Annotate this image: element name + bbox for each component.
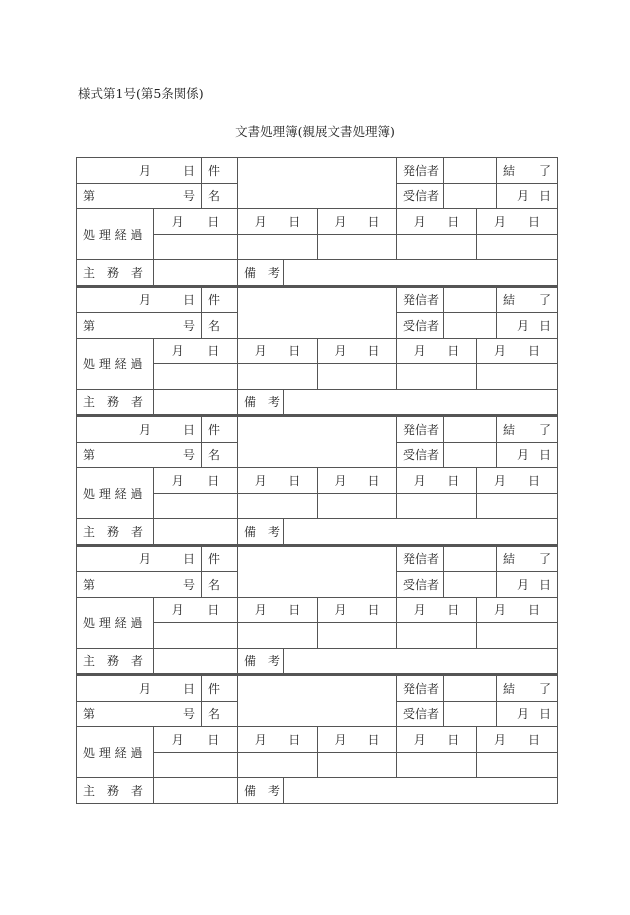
- process-date-1[interactable]: [154, 338, 238, 364]
- receiver-field[interactable]: [444, 701, 497, 727]
- month-label: 月: [334, 344, 347, 359]
- person-in-charge-field[interactable]: [154, 389, 238, 415]
- record-table: [76, 157, 557, 804]
- remarks-field[interactable]: [284, 519, 558, 545]
- closed-date-cell[interactable]: [497, 701, 558, 727]
- receiver-label: 受信者: [397, 442, 444, 468]
- day-label: 日: [539, 707, 552, 722]
- day-label: 日: [528, 214, 541, 229]
- day-label: 日: [367, 732, 380, 747]
- month-label: 月: [413, 473, 426, 488]
- form-number: 様式第1号(第5条関係): [78, 86, 204, 101]
- process-date-1[interactable]: [154, 468, 238, 494]
- month-label: 月: [494, 732, 507, 747]
- number-suffix: 号: [182, 318, 195, 333]
- closed-label-1: 結: [503, 293, 516, 308]
- sender-field[interactable]: [444, 158, 497, 184]
- process-note-4[interactable]: [397, 364, 477, 390]
- month-label: 月: [138, 681, 151, 696]
- process-date-4[interactable]: [397, 727, 477, 753]
- process-date-3[interactable]: [318, 597, 397, 623]
- day-label: 日: [207, 603, 220, 618]
- month-label: 月: [254, 732, 267, 747]
- process-date-3[interactable]: [318, 468, 397, 494]
- process-date-5[interactable]: [477, 727, 558, 753]
- month-label: 月: [494, 603, 507, 618]
- month-label: 月: [334, 473, 347, 488]
- process-note-4[interactable]: [397, 493, 477, 519]
- day-label: 日: [447, 214, 460, 229]
- process-note-1[interactable]: [154, 493, 238, 519]
- received-date-cell[interactable]: [77, 416, 202, 442]
- process-note-5[interactable]: [477, 623, 558, 649]
- record-block: [76, 545, 558, 675]
- record-block: [76, 157, 558, 286]
- month-label: 月: [138, 552, 151, 567]
- process-date-1[interactable]: [154, 597, 238, 623]
- process-date-3[interactable]: [318, 338, 397, 364]
- day-label: 日: [367, 214, 380, 229]
- month-label: 月: [171, 732, 184, 747]
- month-label: 月: [413, 732, 426, 747]
- day-label: 日: [539, 448, 552, 463]
- document-number-cell[interactable]: [77, 572, 202, 598]
- person-in-charge-label: 主 務 者: [77, 648, 154, 674]
- subject-label-1: 件: [202, 416, 238, 442]
- closed-label-2: 了: [539, 163, 552, 178]
- record-block: [76, 415, 558, 545]
- receiver-label: 受信者: [397, 572, 444, 598]
- process-note-2[interactable]: [238, 234, 318, 260]
- process-note-1[interactable]: [154, 234, 238, 260]
- sender-field[interactable]: [444, 675, 497, 701]
- process-date-1[interactable]: [154, 727, 238, 753]
- month-label: 月: [138, 293, 151, 308]
- receiver-label: 受信者: [397, 701, 444, 727]
- process-note-3[interactable]: [318, 364, 397, 390]
- day-label: 日: [539, 318, 552, 333]
- number-prefix: 第: [83, 707, 96, 722]
- process-note-3[interactable]: [318, 752, 397, 778]
- day-label: 日: [288, 473, 301, 488]
- sender-label: 発信者: [397, 546, 444, 572]
- day-label: 日: [528, 344, 541, 359]
- process-date-4[interactable]: [397, 468, 477, 494]
- closed-label: [497, 675, 558, 701]
- closed-label-1: 結: [503, 552, 516, 567]
- closed-label-2: 了: [539, 552, 552, 567]
- subject-label-2: 名: [202, 183, 238, 209]
- remarks-field[interactable]: [284, 648, 558, 674]
- day-label: 日: [288, 214, 301, 229]
- number-prefix: 第: [83, 318, 96, 333]
- month-label: 月: [494, 473, 507, 488]
- record-block: [76, 674, 558, 804]
- number-prefix: 第: [83, 577, 96, 592]
- document-number-cell[interactable]: [77, 183, 202, 209]
- month-label: 月: [334, 214, 347, 229]
- month-label: 月: [171, 344, 184, 359]
- person-in-charge-label: 主 務 者: [77, 260, 154, 286]
- person-in-charge-field[interactable]: [154, 778, 238, 804]
- subject-label-1: 件: [202, 675, 238, 701]
- process-date-5[interactable]: [477, 597, 558, 623]
- process-note-2[interactable]: [238, 364, 318, 390]
- closed-date-cell[interactable]: [497, 572, 558, 598]
- sender-field[interactable]: [444, 287, 497, 313]
- month-label: 月: [138, 422, 151, 437]
- sender-label: 発信者: [397, 675, 444, 701]
- document-number-cell[interactable]: [77, 701, 202, 727]
- closed-date-cell[interactable]: [497, 442, 558, 468]
- closed-label: [497, 158, 558, 184]
- day-label: 日: [447, 344, 460, 359]
- process-date-2[interactable]: [238, 209, 318, 235]
- process-history-label: 処 理 経 過: [77, 338, 154, 389]
- sender-field[interactable]: [444, 546, 497, 572]
- process-note-1[interactable]: [154, 623, 238, 649]
- receiver-field[interactable]: [444, 442, 497, 468]
- day-label: 日: [447, 603, 460, 618]
- month-label: 月: [413, 214, 426, 229]
- process-note-4[interactable]: [397, 752, 477, 778]
- day-label: 日: [182, 422, 195, 437]
- process-note-2[interactable]: [238, 493, 318, 519]
- process-note-5[interactable]: [477, 752, 558, 778]
- process-date-2[interactable]: [238, 597, 318, 623]
- day-label: 日: [367, 473, 380, 488]
- sender-field[interactable]: [444, 416, 497, 442]
- process-date-2[interactable]: [238, 727, 318, 753]
- month-label: 月: [334, 732, 347, 747]
- process-date-2[interactable]: [238, 468, 318, 494]
- closed-label-1: 結: [503, 422, 516, 437]
- process-history-label: 処 理 経 過: [77, 209, 154, 260]
- subject-label-2: 名: [202, 313, 238, 339]
- day-label: 日: [207, 214, 220, 229]
- number-prefix: 第: [83, 448, 96, 463]
- month-label: 月: [413, 603, 426, 618]
- receiver-field[interactable]: [444, 572, 497, 598]
- process-date-3[interactable]: [318, 727, 397, 753]
- number-suffix: 号: [182, 707, 195, 722]
- day-label: 日: [182, 552, 195, 567]
- month-label: 月: [517, 577, 530, 592]
- remarks-field[interactable]: [284, 389, 558, 415]
- closed-label-1: 結: [503, 681, 516, 696]
- subject-field[interactable]: [238, 158, 397, 209]
- day-label: 日: [539, 189, 552, 204]
- remarks-label: 備 考: [238, 260, 284, 286]
- process-note-5[interactable]: [477, 364, 558, 390]
- document-number-cell[interactable]: [77, 313, 202, 339]
- closed-label-2: 了: [539, 681, 552, 696]
- day-label: 日: [207, 473, 220, 488]
- received-date-cell[interactable]: [77, 158, 202, 184]
- month-label: 月: [171, 214, 184, 229]
- day-label: 日: [207, 344, 220, 359]
- month-label: 月: [494, 344, 507, 359]
- process-history-label: 処 理 経 過: [77, 597, 154, 648]
- subject-label-2: 名: [202, 442, 238, 468]
- day-label: 日: [182, 681, 195, 696]
- person-in-charge-field[interactable]: [154, 260, 238, 286]
- received-date-cell[interactable]: [77, 287, 202, 313]
- closed-label: [497, 546, 558, 572]
- remarks-field[interactable]: [284, 778, 558, 804]
- subject-label-2: 名: [202, 572, 238, 598]
- subject-field[interactable]: [238, 546, 397, 598]
- remarks-label: 備 考: [238, 778, 284, 804]
- process-date-2[interactable]: [238, 338, 318, 364]
- process-note-3[interactable]: [318, 623, 397, 649]
- day-label: 日: [288, 603, 301, 618]
- process-note-3[interactable]: [318, 234, 397, 260]
- sender-label: 発信者: [397, 158, 444, 184]
- subject-label-2: 名: [202, 701, 238, 727]
- received-date-cell[interactable]: [77, 675, 202, 701]
- person-in-charge-label: 主 務 者: [77, 389, 154, 415]
- process-note-2[interactable]: [238, 752, 318, 778]
- closed-label-2: 了: [539, 293, 552, 308]
- month-label: 月: [138, 163, 151, 178]
- day-label: 日: [288, 732, 301, 747]
- receiver-field[interactable]: [444, 313, 497, 339]
- process-date-4[interactable]: [397, 338, 477, 364]
- day-label: 日: [367, 344, 380, 359]
- month-label: 月: [334, 603, 347, 618]
- subject-label-1: 件: [202, 546, 238, 572]
- day-label: 日: [367, 603, 380, 618]
- month-label: 月: [413, 344, 426, 359]
- closed-date-cell[interactable]: [497, 313, 558, 339]
- person-in-charge-label: 主 務 者: [77, 519, 154, 545]
- document-number-cell[interactable]: [77, 442, 202, 468]
- person-in-charge-field[interactable]: [154, 519, 238, 545]
- day-label: 日: [182, 163, 195, 178]
- number-suffix: 号: [182, 577, 195, 592]
- page-title: 文書処理簿(親展文書処理簿): [235, 124, 395, 139]
- day-label: 日: [207, 732, 220, 747]
- month-label: 月: [517, 189, 530, 204]
- process-note-2[interactable]: [238, 623, 318, 649]
- subject-label-1: 件: [202, 287, 238, 313]
- month-label: 月: [517, 707, 530, 722]
- process-note-5[interactable]: [477, 493, 558, 519]
- subject-label-1: 件: [202, 158, 238, 184]
- closed-label: [497, 287, 558, 313]
- process-date-1[interactable]: [154, 209, 238, 235]
- number-suffix: 号: [182, 189, 195, 204]
- process-date-5[interactable]: [477, 209, 558, 235]
- sender-label: 発信者: [397, 416, 444, 442]
- subject-field[interactable]: [238, 416, 397, 468]
- month-label: 月: [254, 214, 267, 229]
- closed-label: [497, 416, 558, 442]
- day-label: 日: [539, 577, 552, 592]
- remarks-field[interactable]: [284, 260, 558, 286]
- process-history-label: 処 理 経 過: [77, 727, 154, 778]
- receiver-field[interactable]: [444, 183, 497, 209]
- month-label: 月: [171, 603, 184, 618]
- process-history-label: 処 理 経 過: [77, 468, 154, 519]
- month-label: 月: [254, 603, 267, 618]
- process-date-4[interactable]: [397, 597, 477, 623]
- month-label: 月: [517, 318, 530, 333]
- month-label: 月: [517, 448, 530, 463]
- closed-label-2: 了: [539, 422, 552, 437]
- month-label: 月: [494, 214, 507, 229]
- process-note-1[interactable]: [154, 752, 238, 778]
- number-suffix: 号: [182, 448, 195, 463]
- process-date-5[interactable]: [477, 468, 558, 494]
- day-label: 日: [288, 344, 301, 359]
- subject-field[interactable]: [238, 287, 397, 339]
- person-in-charge-label: 主 務 者: [77, 778, 154, 804]
- process-note-3[interactable]: [318, 493, 397, 519]
- day-label: 日: [182, 293, 195, 308]
- day-label: 日: [528, 732, 541, 747]
- subject-field[interactable]: [238, 675, 397, 727]
- day-label: 日: [528, 603, 541, 618]
- received-date-cell[interactable]: [77, 546, 202, 572]
- month-label: 月: [171, 473, 184, 488]
- month-label: 月: [254, 344, 267, 359]
- process-note-5[interactable]: [477, 234, 558, 260]
- remarks-label: 備 考: [238, 389, 284, 415]
- process-note-4[interactable]: [397, 623, 477, 649]
- number-prefix: 第: [83, 189, 96, 204]
- day-label: 日: [528, 473, 541, 488]
- receiver-label: 受信者: [397, 313, 444, 339]
- sender-label: 発信者: [397, 287, 444, 313]
- process-date-5[interactable]: [477, 338, 558, 364]
- closed-date-cell[interactable]: [497, 183, 558, 209]
- remarks-label: 備 考: [238, 648, 284, 674]
- day-label: 日: [447, 473, 460, 488]
- process-note-1[interactable]: [154, 364, 238, 390]
- process-note-4[interactable]: [397, 234, 477, 260]
- process-date-4[interactable]: [397, 209, 477, 235]
- process-date-3[interactable]: [318, 209, 397, 235]
- month-label: 月: [254, 473, 267, 488]
- closed-label-1: 結: [503, 163, 516, 178]
- day-label: 日: [447, 732, 460, 747]
- remarks-label: 備 考: [238, 519, 284, 545]
- receiver-label: 受信者: [397, 183, 444, 209]
- record-block: [76, 286, 558, 416]
- person-in-charge-field[interactable]: [154, 648, 238, 674]
